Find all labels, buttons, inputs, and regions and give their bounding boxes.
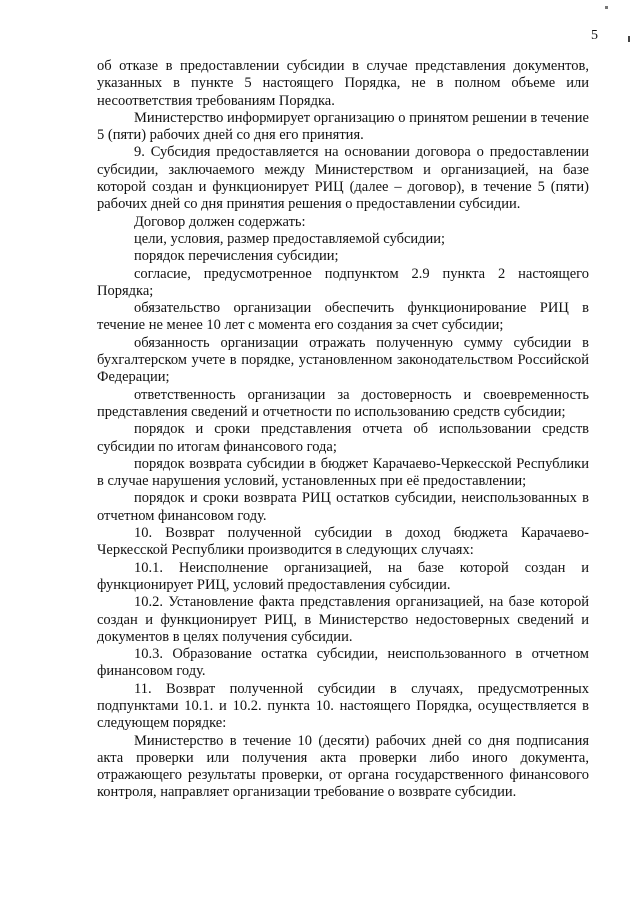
paragraph: 10.3. Образование остатка субсидии, неиспользованного в отчетном финансовом году.	[97, 646, 589, 680]
paragraph: цели, условия, размер предоставляемой субсидии;	[134, 230, 446, 247]
paragraph: 10.2. Установление факта представления организацией, на базе которой создан и функционирует РИЦ, в Министерство недостоверных сведений и документов в целях получения субсидии.	[97, 594, 589, 645]
paragraph: обязательство организации обеспечить функционирование РИЦ в течение не менее 10 лет с момента его создания за счет субсидии;	[97, 300, 589, 334]
page-number: 5	[591, 28, 598, 43]
paragraph: 10. Возврат полученной субсидии в доход бюджета Карачаево-Черкесской Республики производится в следующих случаях:	[97, 525, 589, 559]
paragraph: Министерство в течение 10 (десяти) рабочих дней со дня подписания акта проверки или получения акта проверки либо иного документа, отражающего результаты проверки, от органа государственного финансового контроля, направляет организации требование о возврате субсидии.	[97, 732, 589, 801]
paragraph: об отказе в предоставлении субсидии в случае представления документов, указанных в пункте 5 настоящего Порядка, не в полном объеме или несоответствия требованиям Порядка.	[97, 58, 589, 109]
paragraph: Договор должен содержать:	[134, 213, 306, 230]
paragraph: 11. Возврат полученной субсидии в случаях, предусмотренных подпунктами 10.1. и 10.2. пункта 10. настоящего Порядка, осуществляется в следующем порядке:	[97, 680, 589, 732]
paragraph: порядок и сроки возврата РИЦ остатков субсидии, неиспользованных в отчетном финансовом году.	[97, 490, 589, 524]
paragraph: ответственность организации за достоверность и своевременность представления сведений и отчетности по использованию средств субсидии;	[97, 386, 589, 420]
scan-mark	[628, 36, 630, 42]
paragraph: Министерство информирует организацию о принятом решении в течение 5 (пяти) рабочих дней со дня его принятия.	[97, 109, 589, 144]
paragraph: 10.1. Неисполнение организацией, на базе которой создан и функционирует РИЦ, условий предоставления субсидии.	[97, 559, 589, 593]
paragraph: порядок перечисления субсидии;	[134, 248, 339, 265]
document-body	[97, 58, 589, 802]
paragraph: согласие, предусмотренное подпунктом 2.9 пункта 2 настоящего Порядка;	[97, 265, 589, 299]
paragraph: 9. Субсидия предоставляется на основании договора о предоставлении субсидии, заключаемого между Министерством и организацией, на базе которой создан и функционирует РИЦ (далее – договор), в течение 5 (пяти) рабочих дней со дня принятия решения о предоставлении субсидии.	[97, 144, 589, 213]
paragraph: порядок возврата субсидии в бюджет Карачаево-Черкесской Республики в случае нарушения условий, установленных при её предоставлении;	[97, 455, 589, 490]
scan-speck	[605, 6, 608, 9]
paragraph: обязанность организации отражать полученную сумму субсидии в бухгалтерском учете в порядке, установленном законодательством Российской Федерации;	[97, 334, 589, 386]
paragraph: порядок и сроки представления отчета об использовании средств субсидии по итогам финансового года;	[97, 421, 589, 455]
